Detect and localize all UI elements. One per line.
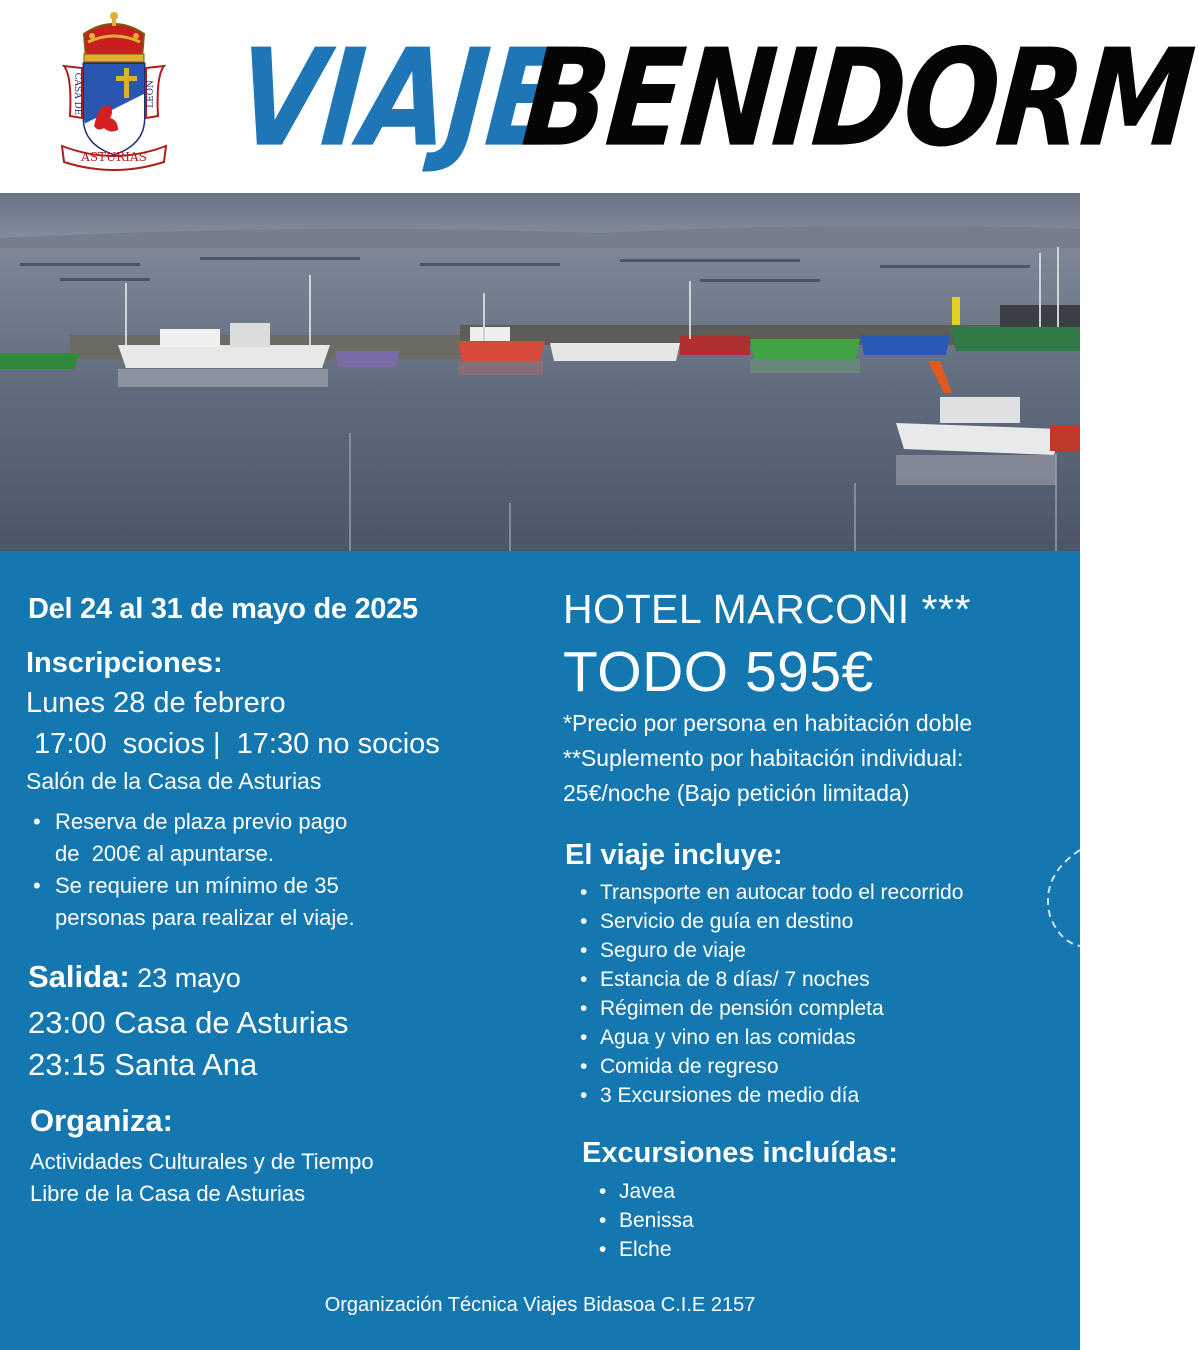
- list-item: [580, 1023, 856, 1052]
- footer: Organización Técnica Viajes Bidasoa C.I.E 2157: [324, 1294, 756, 1316]
- bullet-icon: •: [580, 881, 588, 904]
- info-panel: [0, 551, 1080, 1350]
- list-item: [580, 907, 854, 936]
- price-note: **Suplemento por habitación individual:: [563, 745, 964, 771]
- departure-time: 23:00 Casa de Asturias: [28, 1005, 349, 1040]
- include-item-label: 3 Excursiones de medio día: [600, 1084, 860, 1107]
- list-item: [580, 878, 964, 907]
- departure-label: Salida:: [28, 959, 130, 994]
- casa-de-asturias-crest-icon: [48, 6, 180, 168]
- hotel-name: HOTEL MARCONI ***: [563, 586, 971, 632]
- bullet-icon: •: [33, 809, 41, 834]
- list-item: [33, 806, 348, 870]
- price: TODO 595€: [563, 640, 874, 704]
- crest-text-right: LEON: [146, 80, 156, 108]
- departure: [28, 959, 241, 995]
- include-item-label: Estancia de 8 días/ 7 noches: [600, 968, 870, 991]
- excursions-heading: Excursiones incluídas:: [582, 1137, 898, 1169]
- bullet-icon: •: [580, 1084, 588, 1107]
- harbor-photo: [0, 193, 1080, 551]
- inscriptions-date: Lunes 28 de febrero: [26, 687, 286, 719]
- list-item: [580, 936, 746, 965]
- bullet-icon: •: [580, 997, 588, 1020]
- title-viaje: VIAJE: [231, 20, 569, 177]
- header: [0, 0, 1198, 193]
- organizer-line: Actividades Culturales y de Tiempo: [30, 1149, 374, 1174]
- price-note: 25€/noche (Bajo petición limitada): [563, 780, 910, 806]
- list-item: [580, 994, 884, 1023]
- organizer-line: Libre de la Casa de Asturias: [30, 1181, 306, 1206]
- crest-banner: ASTURIAS: [81, 150, 147, 164]
- include-item-label: Régimen de pensión completa: [600, 997, 884, 1020]
- bullet-icon: •: [599, 1238, 607, 1261]
- list-item: [599, 1177, 676, 1206]
- inscriptions-heading: Inscripciones:: [26, 647, 223, 679]
- inscriptions-times: 17:00 socios | 17:30 no socios: [26, 728, 440, 760]
- bullet-icon: •: [580, 939, 588, 962]
- bullet-icon: •: [599, 1180, 607, 1203]
- bullet-icon: •: [580, 910, 588, 933]
- include-item-label: Transporte en autocar todo el recorrido: [600, 881, 964, 904]
- harbor-with-fishing-boats-icon: [0, 193, 1080, 551]
- bullet-icon: •: [580, 968, 588, 991]
- list-item: [599, 1235, 672, 1264]
- include-item-label: Servicio de guía en destino: [600, 910, 854, 933]
- excursion-item-label: Benissa: [619, 1209, 694, 1232]
- bullet-icon: •: [33, 873, 41, 898]
- excursion-item-label: Elche: [619, 1238, 672, 1261]
- crest-text-left: CASA DE: [72, 72, 82, 116]
- list-item: [580, 1081, 860, 1110]
- list-item: [33, 870, 355, 934]
- departure-time: 23:15 Santa Ana: [28, 1047, 258, 1082]
- includes-heading: El viaje incluye:: [565, 839, 783, 871]
- bullet-line: Reserva de plaza previo pago: [55, 809, 348, 834]
- trip-dates: Del 24 al 31 de mayo de 2025: [28, 593, 418, 625]
- include-item-label: Comida de regreso: [600, 1055, 779, 1078]
- bullet-line: de 200€ al apuntarse.: [55, 841, 274, 866]
- departure-date: 23 mayo: [129, 963, 241, 993]
- price-note: *Precio por persona en habitación doble: [563, 710, 973, 736]
- list-item: [599, 1206, 694, 1235]
- bullet-line: Se requiere un mínimo de 35: [55, 873, 339, 898]
- list-item: [580, 1052, 779, 1081]
- include-item-label: Seguro de viaje: [600, 939, 746, 962]
- dashed-arc-icon: [1040, 846, 1080, 956]
- title-benidorm: BENIDORM: [517, 20, 1198, 177]
- bullet-icon: •: [580, 1026, 588, 1049]
- list-item: [580, 965, 870, 994]
- bullet-icon: •: [580, 1055, 588, 1078]
- include-item-label: Agua y vino en las comidas: [600, 1026, 856, 1049]
- bullet-icon: •: [599, 1209, 607, 1232]
- organizer-heading: Organiza:: [30, 1103, 173, 1138]
- bullet-line: personas para realizar el viaje.: [55, 905, 355, 930]
- inscriptions-place: Salón de la Casa de Asturias: [26, 768, 322, 794]
- excursion-item-label: Javea: [619, 1180, 676, 1203]
